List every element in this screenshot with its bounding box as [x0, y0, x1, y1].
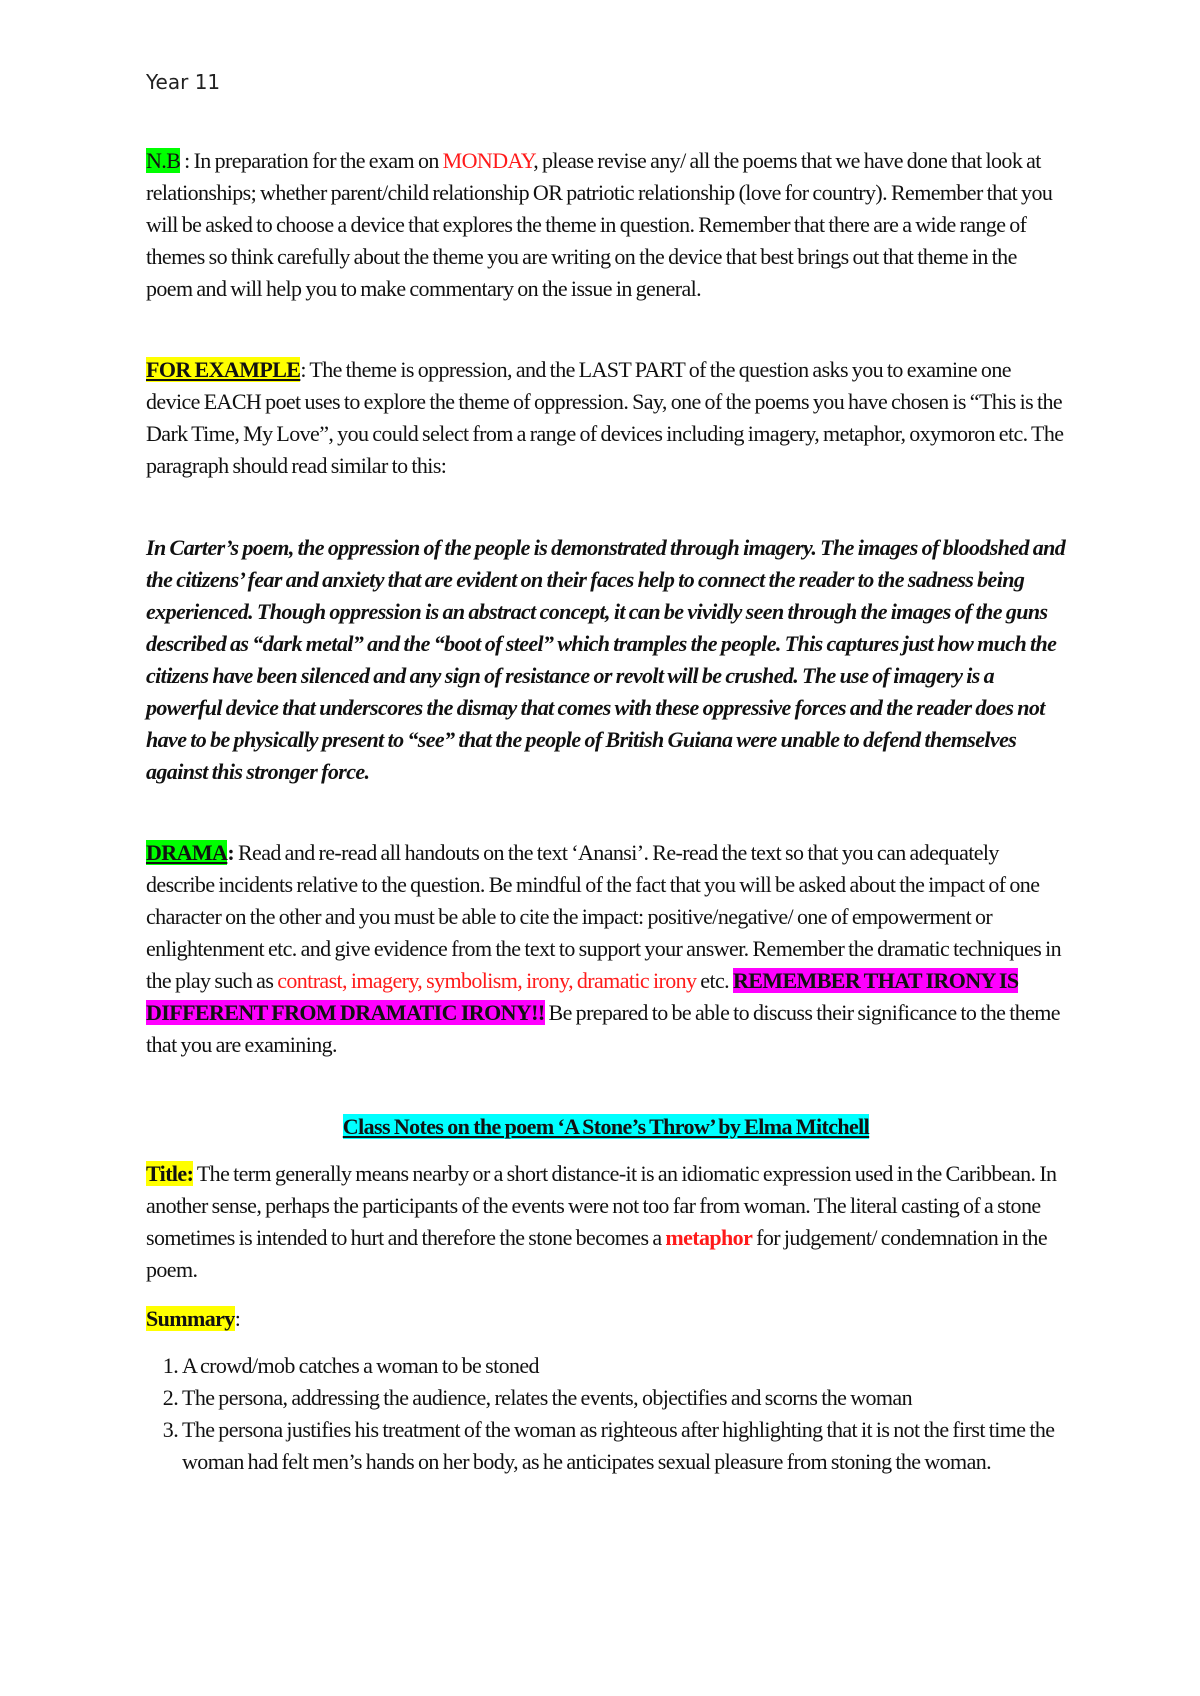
drama-colon: :: [227, 840, 235, 865]
nb-paragraph: [146, 145, 1066, 305]
class-notes-heading: Class Notes on the poem ‘A Stone’s Throw’ by Elma Mitchell: [342, 1114, 870, 1139]
summary-heading-block: [146, 1303, 1066, 1335]
nb-label: N.B: [146, 148, 181, 173]
example-text: : The theme is oppression, and the LAST PART of the question asks you to examine one device EACH poet uses to explore the theme of oppression. Say, one of the poems you have chosen is “This is the Dark Time, My Love”, you could select from a range of devices including imagery, metaphor, oxymoron etc. The paragraph should read similar to this:: [146, 357, 1064, 478]
sample-paragraph: [146, 532, 1066, 788]
summary-colon: :: [234, 1306, 241, 1331]
list-item: 3. The persona justifies his treatment of the woman as righteous after highlighting that it is not the first time the woman had felt men’s hands on her body, as he anticipates sexual pleasure from stoning the woman.: [182, 1414, 1066, 1478]
title-paragraph: [146, 1158, 1066, 1286]
drama-paragraph: [146, 837, 1066, 1061]
list-item: 2. The persona, addressing the audience, relates the events, objectifies and scorns the woman: [182, 1382, 1066, 1414]
exam-day: MONDAY: [442, 148, 534, 173]
metaphor-keyword: metaphor: [665, 1225, 753, 1250]
drama-text: Read and re-read all handouts on the text ‘Anansi’. Re-read the text so that you can adequately describe incidents relative to the question. Be mindful of the fact that you will be asked about the impact of one character on the other and you must be able to cite the impact: positive/negative/ one of empowerment or enlightenment etc. and give evidence from the text to support your answer. Remember the dramatic techniques in the play such as: [146, 840, 1062, 993]
summary-list: [146, 1350, 1066, 1478]
nb-text-cont: , please revise any/ all the poems that we have done that look at relationships; whether parent/child relationship OR patriotic relationship (love for country). Remember that you will be asked to choose a device that explores the theme in question. Remember that there are a wide range of themes so think carefully about the theme you are writing on the device that best brings out that theme in the poem and will help you to make commentary on the issue in general.: [146, 148, 1053, 301]
summary-list-block: [146, 1350, 1066, 1478]
example-paragraph: [146, 354, 1066, 482]
example-label: FOR EXAMPLE: [146, 357, 301, 382]
drama-text-etc: etc.: [696, 968, 733, 993]
class-notes-heading-block: [146, 1111, 1066, 1143]
title-text: The term generally means nearby or a short distance-it is an idiomatic expression used in the Caribbean. In another sense, perhaps the participants of the events were not too far from woman. The literal casting of a stone sometimes is intended to hurt and therefore the stone becomes a: [146, 1161, 1057, 1250]
list-item: 1. A crowd/mob catches a woman to be stoned: [182, 1350, 1066, 1382]
summary-label: Summary: [146, 1306, 235, 1331]
drama-techniques: contrast, imagery, symbolism, irony, dramatic irony: [277, 968, 697, 993]
title-text-end: for judgement/ condemnation in the poem.: [146, 1225, 1048, 1282]
irony-warning: REMEMBER THAT IRONY IS DIFFERENT FROM DRAMATIC IRONY!!: [146, 968, 1019, 1025]
nb-text: : In preparation for the exam on: [180, 148, 443, 173]
drama-label: DRAMA: [146, 840, 228, 865]
page-header: Year 11: [146, 70, 221, 94]
drama-text-end: Be prepared to be able to discuss their significance to the theme that you are examining.: [146, 1000, 1060, 1057]
sample-paragraph-text: In Carter’s poem, the oppression of the people is demonstrated through imagery. The images of bloodshed and the citizens’ fear and anxiety that are evident on their faces help to connect the reader to the sadness being experienced. Though oppression is an abstract concept, it can be vividly seen through the images of the guns described as “dark metal” and the “boot of steel” which tramples the people. This captures just how much the citizens have been silenced and any sign of resistance or revolt will be crushed. The use of imagery is a powerful device that underscores the dismay that comes with these oppressive forces and the reader does not have to be physically present to “see” that the people of British Guiana were unable to defend themselves against this stronger force.: [146, 535, 1066, 784]
title-label: Title:: [146, 1161, 194, 1186]
